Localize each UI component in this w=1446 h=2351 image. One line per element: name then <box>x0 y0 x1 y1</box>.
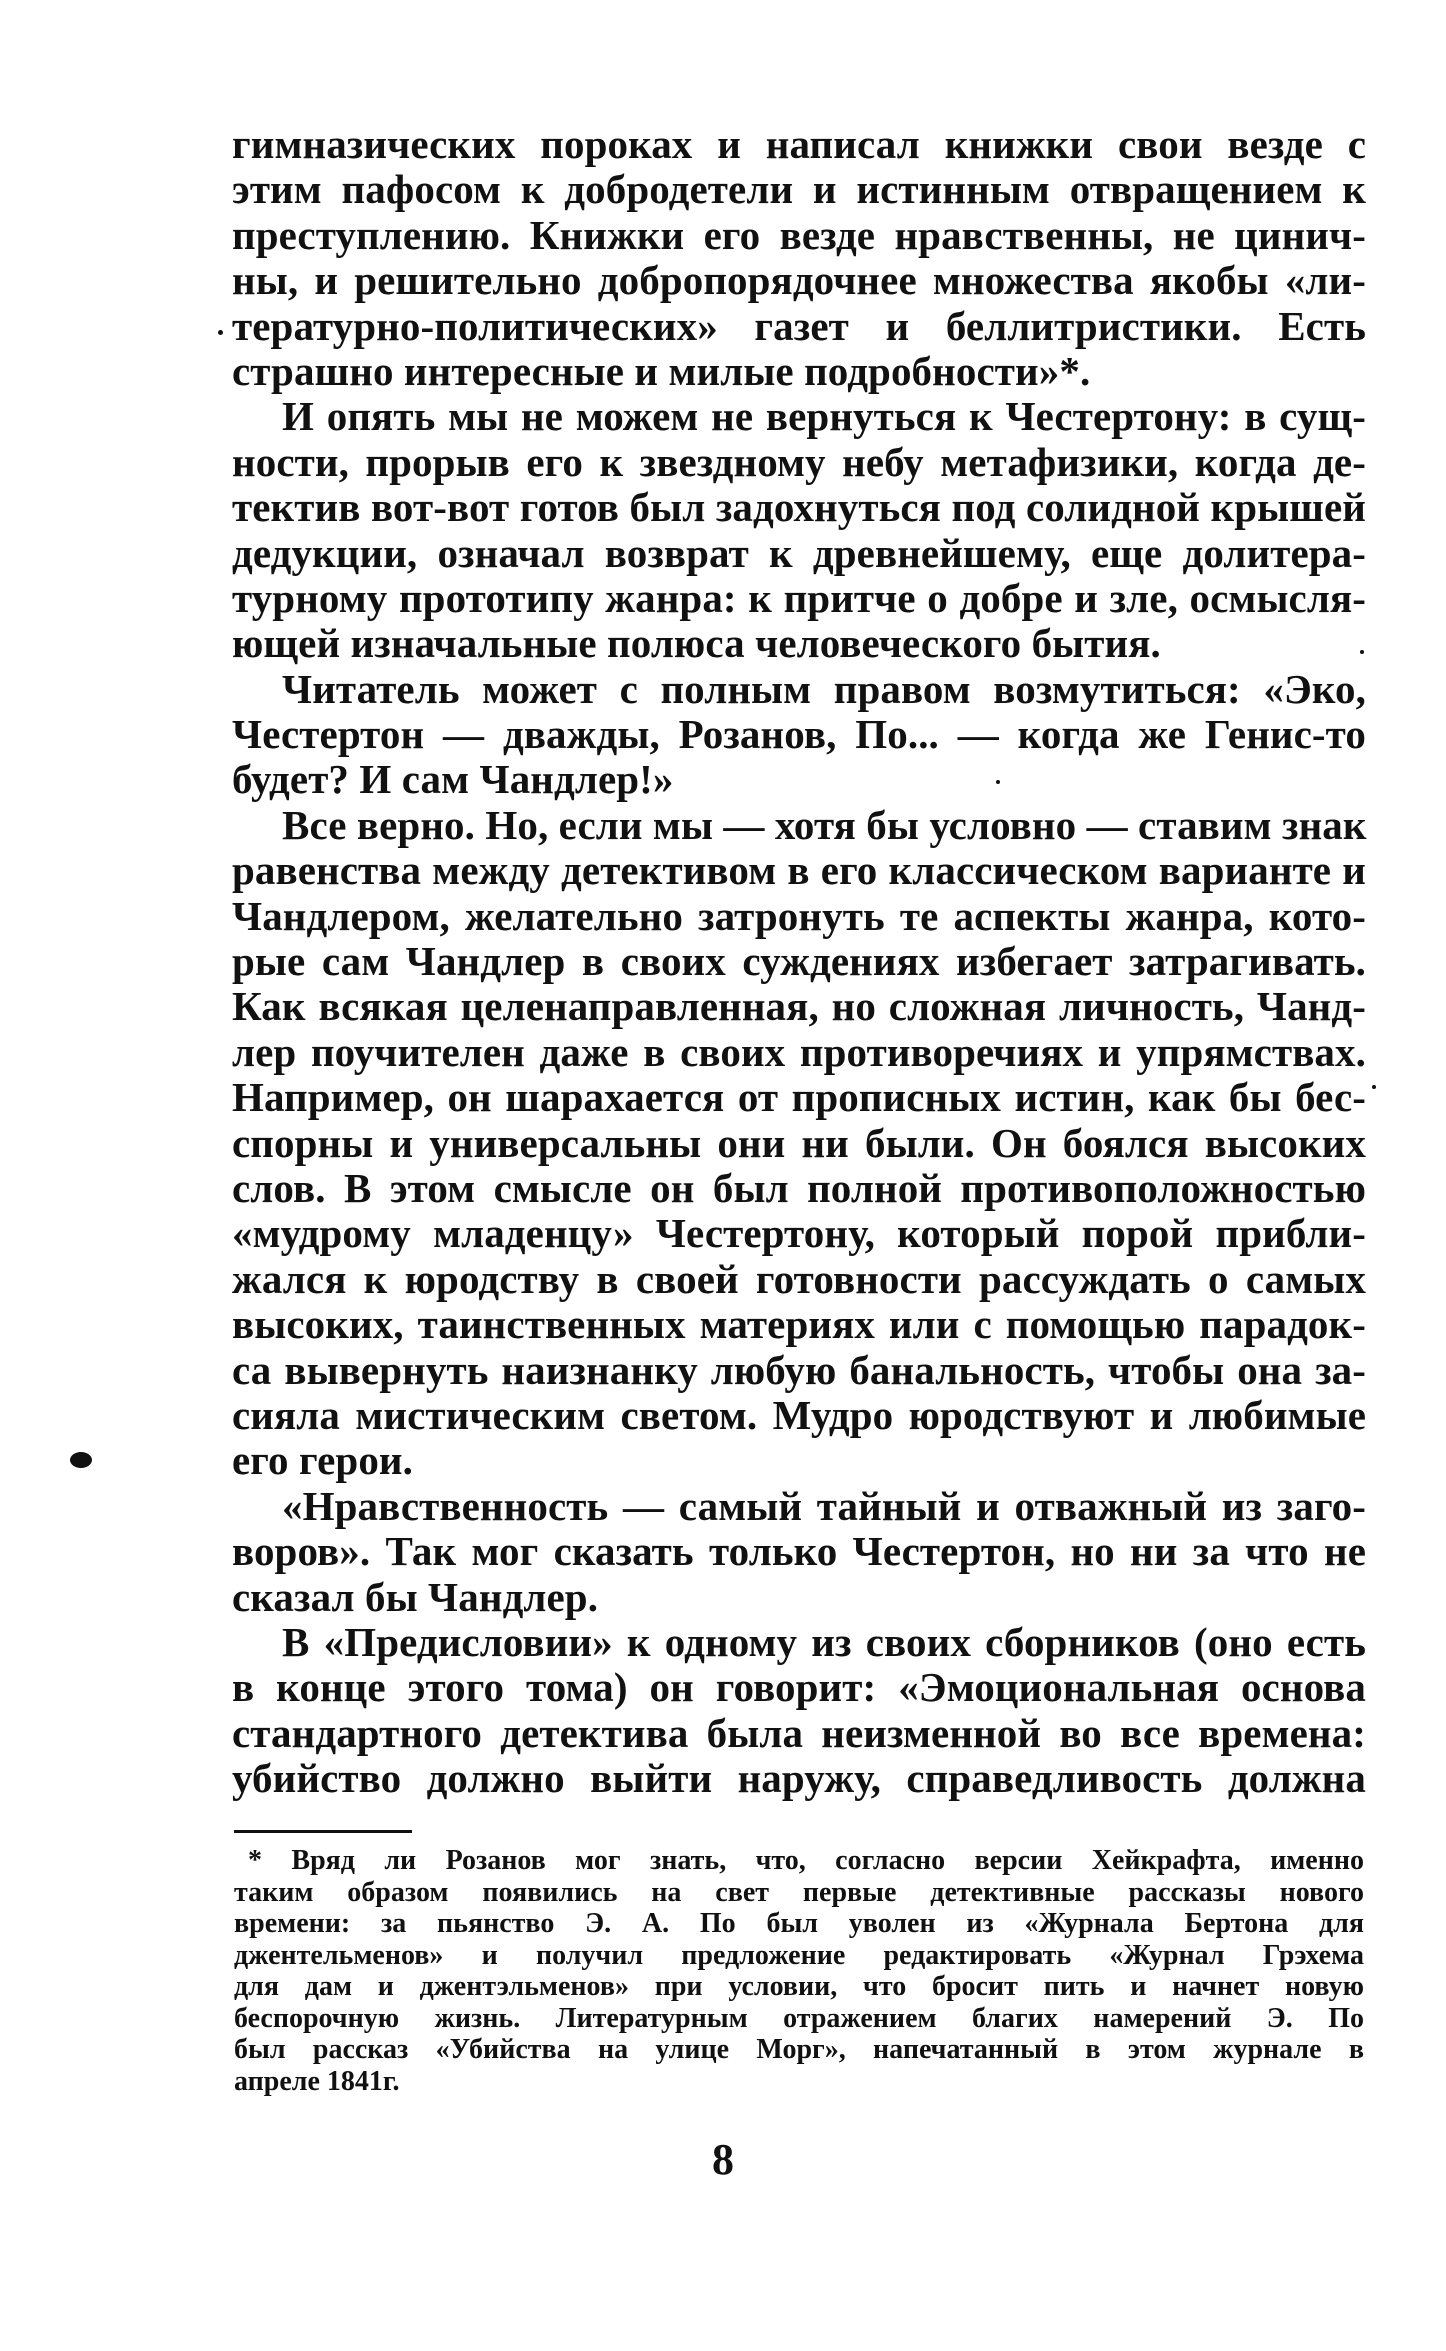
body-line: стандартного детектива была неизменной во все времена: <box>232 1709 1366 1756</box>
footnote-line: апреле 1841г. <box>234 2065 400 2097</box>
paragraph-start-line: «Нравственность — самый тайный и отважный из заго- <box>282 1482 1366 1529</box>
body-line: преступлению. Книжки его везде нравственны, не цинич- <box>232 211 1366 258</box>
body-line: гимназических пороках и написал книжки свои везде с <box>232 121 1366 167</box>
body-line: убийство должно выйти наружу, справедливость должна <box>232 1755 1366 1802</box>
paragraph-start-line: Читатель может с полным правом возмутиться: «Эко, <box>282 665 1366 712</box>
footnote-line: был рассказ «Убийства на улице Морг», напечатанный в этом журнале в <box>234 2034 1364 2065</box>
footnote-line: джентельменов» и получил предложение редактировать «Журнал Грэхема <box>234 1939 1364 1971</box>
scan-speck <box>70 1452 92 1468</box>
body-line: рые сам Чандлер в своих суждениях избегает затрагивать. <box>232 938 1366 985</box>
body-line: «мудрому младенцу» Честертону, который порой прибли- <box>232 1210 1366 1257</box>
body-line: Например, он шарахается от прописных истин, как бы бес- <box>232 1074 1366 1121</box>
body-line: лер поучителен даже в своих противоречиях и упрямствах. <box>232 1028 1366 1075</box>
body-line: равенства между детективом в его классическом варианте и <box>232 847 1366 894</box>
body-line: са вывернуть наизнанку любую банальность, чтобы она за- <box>232 1346 1366 1393</box>
body-line: турному прототипу жанра: к притче о добре и зле, осмысля- <box>232 574 1366 621</box>
body-line: ности, прорыв его к звездному небу метафизики, когда де- <box>232 438 1366 485</box>
body-line: воров». Так мог сказать только Честертон, но ни за что не <box>232 1528 1366 1575</box>
body-line: сияла мистическим светом. Мудро юродствуют и любимые <box>232 1391 1366 1438</box>
body-line: Чандлером, желательно затронуть те аспекты жанра, кото- <box>232 892 1366 939</box>
body-line: сказал бы Чандлер. <box>232 1573 599 1620</box>
body-line: Как всякая целенаправленная, но сложная личность, Чанд- <box>232 983 1366 1030</box>
body-line: тектив вот-вот готов был задохнуться под солидной крышей <box>232 484 1366 531</box>
body-line: высоких, таинственных материях или с помощью парадок- <box>232 1301 1366 1348</box>
body-line: этим пафосом к добродетели и истинным отвращением к <box>232 166 1366 213</box>
footnote-line: беспорочную жизнь. Литературным отражением благих намерений Э. По <box>234 2002 1364 2034</box>
body-line: жался к юродству в своей готовности рассуждать о самых <box>232 1255 1366 1302</box>
scan-speck <box>218 330 223 335</box>
scan-speck <box>996 780 1000 784</box>
footnote-line: времени: за пьянство Э. А. По был уволен из «Журнала Бертона для <box>234 1908 1364 1939</box>
body-line: слов. В этом смысле он был полной противоположностью <box>232 1164 1366 1211</box>
body-line: спорны и универсальны они ни были. Он боялся высоких <box>232 1119 1366 1166</box>
body-text <box>232 122 1366 1801</box>
body-line: будет? И сам Чандлер!» <box>232 756 674 803</box>
body-line: ны, и решительно добропорядочнее множества якобы «ли- <box>232 257 1366 304</box>
scan-speck <box>1372 1085 1376 1089</box>
body-line: дедукции, означал возврат к древнейшему, еще долитера- <box>232 529 1366 576</box>
paragraph-start-line: В «Предисловии» к одному из своих сборников (оно есть <box>282 1618 1366 1665</box>
paragraph-start-line: И опять мы не можем не вернуться к Честертону: в сущ- <box>282 393 1366 440</box>
body-line: Честертон — дважды, Розанов, По... — когда же Генис-то <box>232 711 1366 758</box>
scan-speck <box>1360 650 1364 654</box>
page-number: 8 <box>712 2135 734 2184</box>
footnote-line: * Вряд ли Розанов мог знать, что, согласно версии Хейкрафта, именно <box>248 1845 1364 1876</box>
paragraph-start-line: Все верно. Но, если мы — хотя бы условно — ставим знак <box>282 801 1367 848</box>
footnote-line: для дам и джентэльменов» при условии, что бросит пить и начнет новую <box>234 1971 1364 2002</box>
body-line: в конце этого тома) он говорит: «Эмоциональная основа <box>232 1664 1366 1711</box>
body-line: страшно интересные и милые подробности»*. <box>232 347 1091 394</box>
footnote-divider <box>234 1830 412 1833</box>
footnote <box>234 1845 1364 2097</box>
body-line: тературно-политических» газет и беллитристики. Есть <box>232 302 1366 349</box>
body-line: его герои. <box>232 1437 413 1484</box>
footnote-line: таким образом появились на свет первые детективные рассказы нового <box>234 1876 1364 1908</box>
body-line: ющей изначальные полюса человеческого бытия. <box>232 620 1161 667</box>
